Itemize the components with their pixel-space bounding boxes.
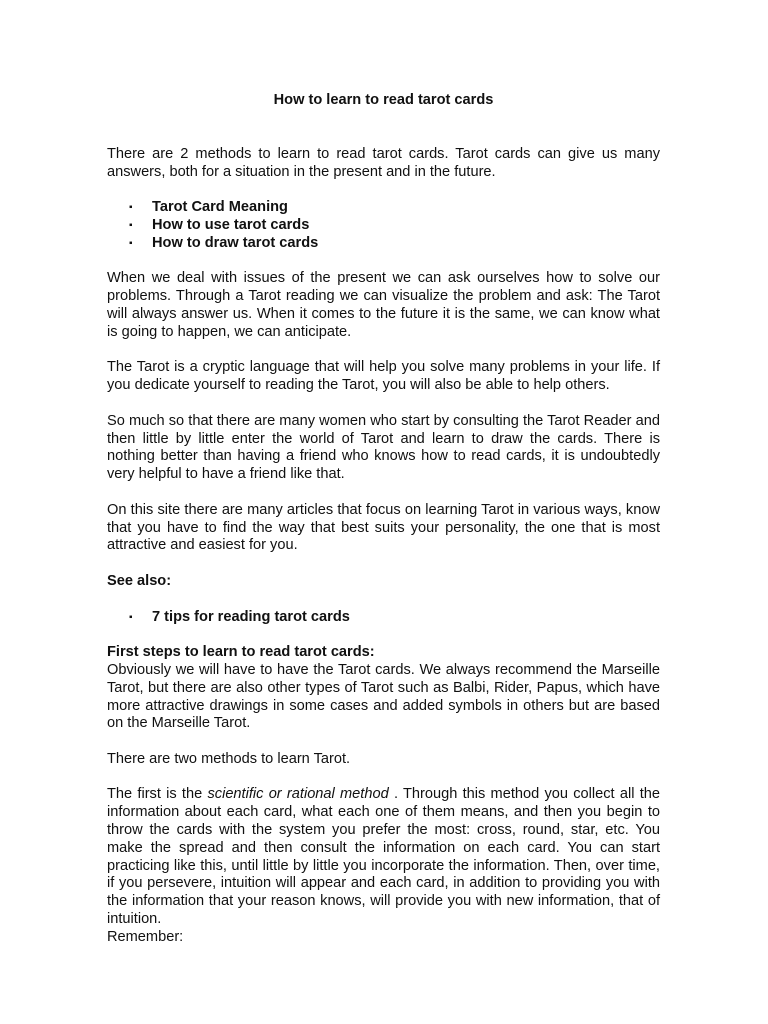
square-bullet-icon: ▪ <box>129 219 133 231</box>
list-item <box>107 609 660 627</box>
paragraph-two-methods: There are two methods to learn Tarot. <box>107 750 351 767</box>
see-also-list <box>107 609 660 627</box>
square-bullet-icon: ▪ <box>129 237 133 249</box>
see-also-heading: See also: <box>107 572 172 589</box>
topics-list <box>107 199 660 252</box>
document-body <box>107 92 660 947</box>
list-item-text: Tarot Card Meaning <box>152 199 288 216</box>
list-item-text: How to use tarot cards <box>152 216 310 233</box>
paragraph-cryptic-language: The Tarot is a cryptic language that will help you solve many problems in your life. If you dedicate yourself to reading the Tarot, you will also be able to help others. <box>107 359 660 394</box>
list-item <box>107 235 660 253</box>
document-title: How to learn to read tarot cards <box>273 92 494 108</box>
list-item <box>107 199 660 217</box>
list-item <box>107 217 660 235</box>
paragraph-marseille-tarot: Obviously we will have to have the Tarot cards. We always recommend the Marseille Tarot, but there are also other types of Tarot such as Balbi, Rider, Papus, which have more attractive drawings in some cases and added symbols in others but are based on the Marseille Tarot. <box>107 661 660 732</box>
square-bullet-icon: ▪ <box>129 611 133 623</box>
list-item-text: 7 tips for reading tarot cards <box>152 608 350 625</box>
method-intro-text: The first is the <box>107 786 208 803</box>
method-name: scientific or rational method <box>207 786 389 803</box>
square-bullet-icon: ▪ <box>129 202 133 214</box>
list-item-text: How to draw tarot cards <box>152 234 319 251</box>
method-description-text: . Through this method you collect all the information about each card, what each one of them means, and then you begin to throw the cards with the system you prefer the most: cross, round, star, etc. You make the spread and then consult the information on each card. You can start practicing like this, until little by little you incorporate the information. Then, over time, if you persevere, intuition will appear and each card, in addition to providing you with the information that your reason knows, will provide you with new information, that of intuition. <box>107 786 660 928</box>
paragraph-scientific-method <box>107 786 660 928</box>
remember-line: Remember: <box>107 928 184 945</box>
paragraph-site-articles: On this site there are many articles that focus on learning Tarot in various ways, know that you have to find the way that best suits your personality, the one that is most attractive and easiest for you. <box>107 501 660 554</box>
intro-paragraph: There are 2 methods to learn to read tarot cards. Tarot cards can give us many answers, both for a situation in the present and in the future. <box>107 145 660 180</box>
paragraph-present-issues: When we deal with issues of the present we can ask ourselves how to solve our problems. Through a Tarot reading we can visualize the problem and ask: The Tarot will always answer us. When it comes to the future it is the same, we can know what is going to happen, we can anticipate. <box>107 270 660 340</box>
first-steps-heading: First steps to learn to read tarot cards: <box>107 644 375 661</box>
paragraph-tarot-reader: So much so that there are many women who start by consulting the Tarot Reader and then little by little enter the world of Tarot and learn to draw the cards. There is nothing better than having a friend who knows how to read cards, it is undoubtedly very helpful to have a friend like that. <box>107 412 660 483</box>
